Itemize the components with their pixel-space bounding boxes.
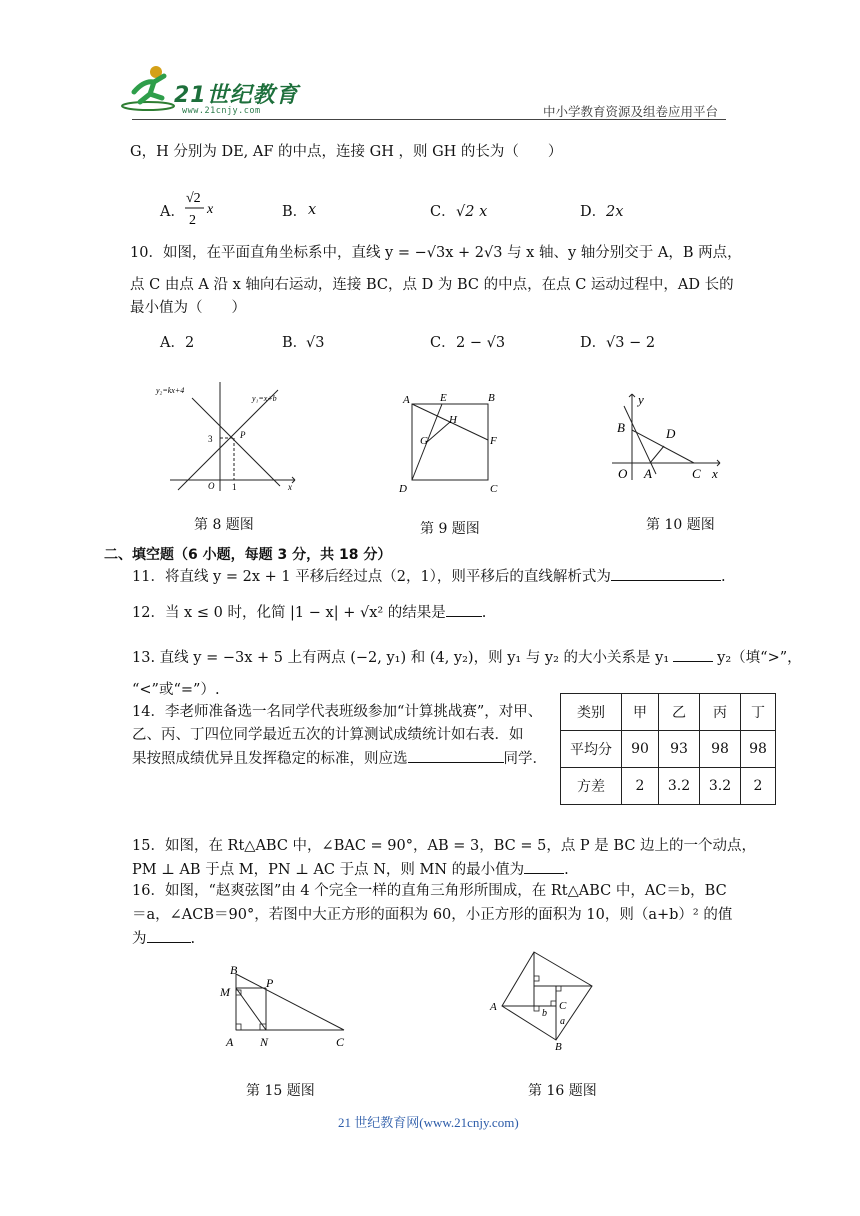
fig9-b: B (488, 392, 495, 404)
header-right-text: 中小学教育资源及组卷应用平台 (543, 104, 719, 119)
fig16-b: B (555, 1041, 562, 1053)
table-cell: 3.2 (700, 768, 741, 805)
q14-line3 (132, 748, 547, 769)
table-cell: 2 (622, 768, 659, 805)
fig9-f: F (490, 435, 497, 447)
figure-16 (488, 946, 610, 1056)
logo-text: 21世纪教育 (174, 83, 299, 108)
q9-option-b-value: x (308, 202, 317, 218)
fig15-b: B (230, 963, 238, 977)
fig8-l2-label: y₂=kx+4 (156, 386, 185, 395)
logo-url: www.21cnjy.com (182, 106, 261, 116)
fig9-e: E (440, 392, 447, 404)
fig15-p: P (266, 976, 274, 990)
q10-line1: 10．如图，在平面直角坐标系中，直线 y = −√3x + 2√3 与 x 轴、y 轴分别交于 A，B 两点， (130, 245, 742, 261)
q12-line (132, 602, 486, 623)
q11-text: 11．将直线 y = 2x + 1 平移后经过点（2，1），则平移后的直线解析式为 (132, 569, 611, 585)
fig15-c: C (336, 1035, 345, 1049)
svg-text:x: x (207, 202, 214, 217)
q10-line3: 最小值为（ ） (130, 300, 246, 316)
q9-option-d-value: 2x (606, 204, 624, 220)
fig10-caption: 第 10 题图 (646, 517, 715, 533)
q13-line2: “<”或“=”）. (132, 682, 220, 698)
table-cell: 98 (741, 731, 776, 768)
table-cell: 平均分 (561, 731, 622, 768)
q16-end: . (190, 931, 196, 947)
q12-text: 12．当 x ≤ 0 时，化简 |1 − x| + √x² 的结果是 (132, 605, 446, 621)
q14-blank (408, 748, 504, 763)
fig16-a-side: a (560, 1016, 565, 1027)
q10-option-a: A．2 (160, 335, 195, 351)
svg-text:2: 2 (189, 213, 196, 228)
table-row (561, 731, 776, 768)
fig10-b: B (617, 420, 625, 435)
q10-option-d-label: D． (580, 335, 607, 351)
svg-text:√2: √2 (186, 191, 201, 206)
fig15-a: A (226, 1035, 234, 1049)
table-header-cell: 丁 (741, 694, 776, 731)
table-header-cell: 甲 (622, 694, 659, 731)
table-cell: 90 (622, 731, 659, 768)
q9-stem: G，H 分别为 DE, AF 的中点，连接 GH ，则 GH 的长为（ ） (130, 144, 563, 160)
runner-icon (120, 62, 180, 114)
q9-option-b-label: B． (282, 204, 308, 220)
q10-line2: 点 C 由点 A 沿 x 轴向右运动，连接 BC，点 D 为 BC 的中点，在点 C 运动过程中，AD 长的 (130, 277, 734, 293)
q13-blank (673, 647, 713, 662)
fig8-l1-label: y₁=x+b (252, 394, 277, 403)
figure-8 (150, 376, 300, 496)
fig8-label-p: P (240, 430, 246, 440)
fig15-n: N (260, 1035, 269, 1049)
figure-15 (216, 960, 356, 1052)
q9-options (160, 191, 660, 234)
q16-text: 为 (132, 931, 147, 947)
fig9-a: A (403, 394, 410, 406)
q10-option-d-value: √3 − 2 (606, 335, 656, 351)
q9-option-c-label: C． (430, 204, 456, 220)
q13-text: 13. 直线 y = −3x + 5 上有两点 (−2, y₁) 和 (4, y₂)，则 y₁ 与 y₂ 的大小关系是 y₁ (132, 650, 670, 666)
fig10-c: C (692, 466, 701, 481)
figure-10 (610, 388, 730, 488)
table-header-cell: 乙 (659, 694, 700, 731)
q10-option-c-label: C． (430, 335, 456, 351)
table-header-cell: 丙 (700, 694, 741, 731)
fig9-c: C (490, 483, 498, 495)
q15-end: . (564, 862, 569, 878)
fig9-d: D (399, 483, 407, 495)
q14-text: 果按照成绩优异且发挥稳定的标准，则应选 (132, 751, 408, 767)
table-row (561, 768, 776, 805)
fig8-label-3: 3 (208, 434, 213, 444)
q15-line1: 15．如图，在 Rt△ABC 中，∠BAC = 90°，AB = 3，BC = 5，点 P 是 BC 边上的一个动点， (132, 838, 757, 854)
q15-text: PM ⊥ AB 于点 M，PN ⊥ AC 于点 N，则 MN 的最小值为 (132, 862, 525, 878)
q9-option-c-value: √2 x (456, 204, 488, 220)
q12-blank (446, 602, 482, 617)
q16-line3 (132, 928, 195, 949)
table-header-cell: 类别 (561, 694, 622, 731)
q14-text-b: 同学． (503, 751, 547, 767)
q13-text-b: y₂（填“>”， (717, 650, 802, 666)
q10-option-c-value: 2 − √3 (456, 335, 506, 351)
header-rule (132, 119, 726, 120)
fig8-label-x: x (288, 482, 292, 492)
fig10-x: x (712, 466, 718, 481)
q16-line2: ＝a，∠ACB＝90°，若图中大正方形的面积为 60，小正方形的面积为 10，则（a+b）² 的值 (132, 907, 733, 923)
table-header-row (561, 694, 776, 731)
fig8-label-o: O (208, 481, 215, 491)
figure-9 (396, 388, 508, 496)
q16-line1: 16．如图，“赵爽弦图”由 4 个完全一样的直角三角形所围成，在 Rt△ABC 中，AC＝b，BC (132, 883, 727, 899)
q14-line1: 14．李老师准备选一名同学代表班级参加“计算挑战赛”，对甲、 (132, 704, 543, 720)
q9-option-a-value (182, 186, 222, 230)
fig9-h: H (449, 414, 457, 426)
q14-line2: 乙、丙、丁四位同学最近五次的计算测试成绩统计如右表．如 (132, 727, 524, 743)
fig8-label-1: 1 (232, 482, 237, 492)
fig16-a: A (490, 1001, 497, 1013)
table-cell: 98 (700, 731, 741, 768)
fig8-caption: 第 8 题图 (194, 517, 254, 533)
q9-option-a-label: A． (160, 204, 185, 220)
table-cell: 方差 (561, 768, 622, 805)
q11-line (132, 566, 726, 587)
header-logo (120, 62, 320, 117)
q9-option-d-label: D． (580, 204, 607, 220)
fig15-m: M (220, 985, 230, 999)
table-cell: 2 (741, 768, 776, 805)
fig9-g: G (420, 435, 428, 447)
fig10-o: O (618, 466, 628, 481)
q16-blank (147, 928, 191, 943)
q15-blank (524, 859, 564, 874)
q10-option-b-value: √3 (306, 335, 325, 351)
fig10-d: D (666, 426, 676, 441)
fig10-y: y (638, 392, 644, 407)
q12-end: . (481, 605, 487, 621)
footer: 21 世纪教育网(www.21cnjy.com) (338, 1115, 519, 1130)
q11-end: . (720, 569, 726, 585)
section-2-title: 二、填空题（6 小题，每题 3 分，共 18 分） (104, 547, 392, 563)
fig9-caption: 第 9 题图 (420, 521, 480, 537)
table-cell: 93 (659, 731, 700, 768)
fig16-b-side: b (542, 1008, 547, 1019)
fig15-caption: 第 15 题图 (246, 1083, 315, 1099)
q14-stats-table (560, 693, 776, 805)
q11-blank (611, 566, 721, 581)
fig16-c: C (559, 1000, 567, 1012)
fig10-a: A (644, 466, 652, 481)
q13-line1 (132, 647, 802, 668)
q15-line2 (132, 859, 569, 880)
q10-option-b-label: B． (282, 335, 308, 351)
fig16-caption: 第 16 题图 (528, 1083, 597, 1099)
table-cell: 3.2 (659, 768, 700, 805)
